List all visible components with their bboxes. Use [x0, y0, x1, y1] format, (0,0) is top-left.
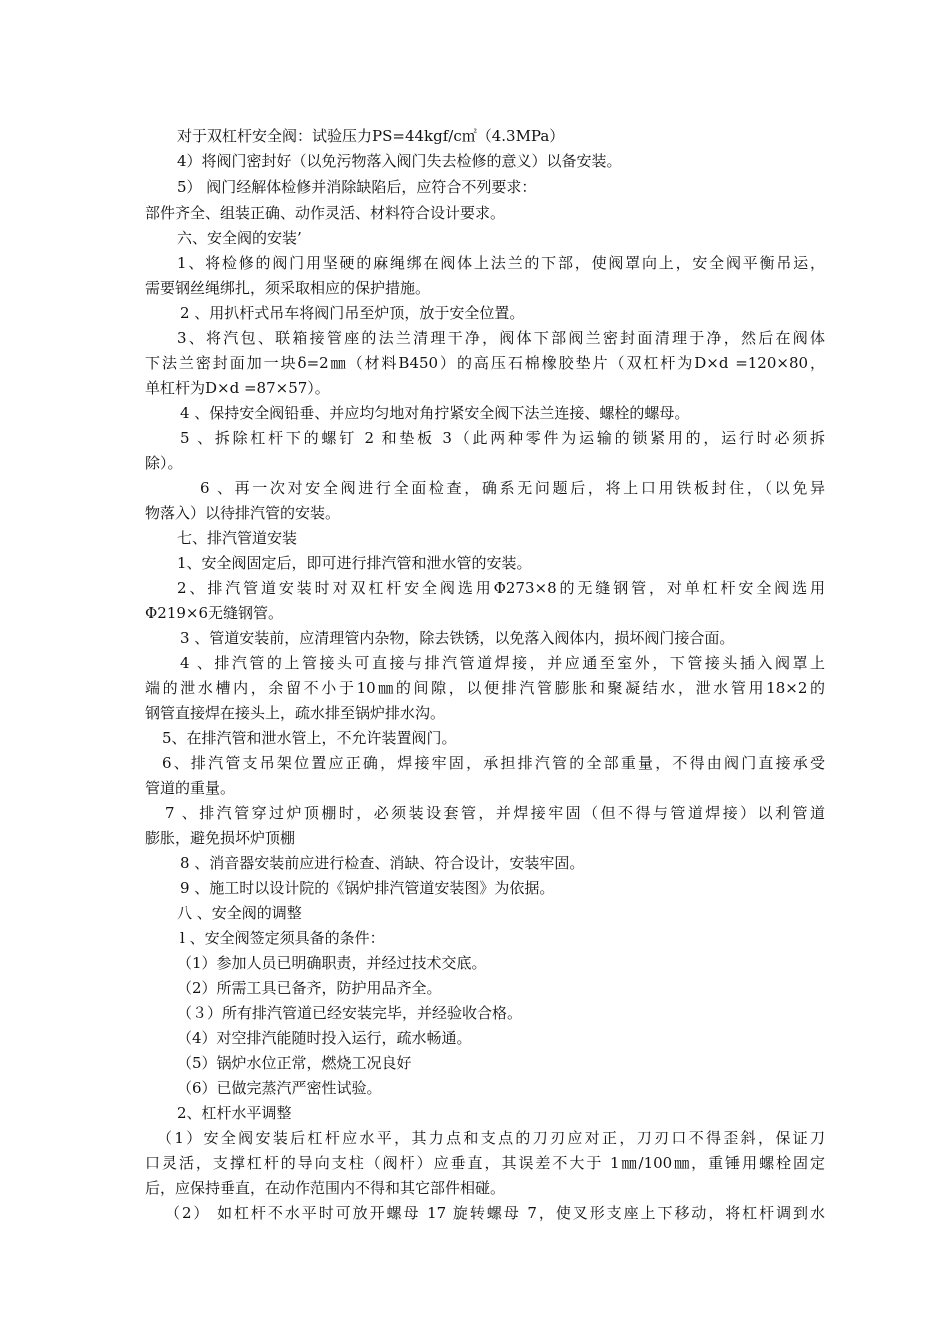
text-line: 5 、拆除杠杆下的螺钉 2 和垫板 3（此两种零件为运输的锁紧用的，运行时必须拆 — [180, 429, 825, 447]
text-line: 需要钢丝绳绑扎，须采取相应的保护措施。 — [145, 279, 431, 297]
text-line: 3 、管道安装前，应清理管内杂物，除去铁锈，以免落入阀体内，损坏阀门接合面。 — [180, 629, 735, 647]
text-line: 物落入）以待排汽管的安装。 — [145, 504, 341, 522]
text-line: 2 、用扒杆式吊车将阀门吊至炉顶，放于安全位置。 — [180, 304, 525, 322]
text-line: 6、排汽管支吊架位置应正确，焊接牢固，承担排汽管的全部重量，不得由阀门直接承受 — [162, 754, 825, 772]
text-line: 管道的重量。 — [145, 779, 236, 797]
text-line: 部件齐全、组装正确、动作灵活、材料符合设计要求。 — [145, 204, 506, 222]
text-line: （2） 如杠杆不水平时可放开螺母 17 旋转螺母 7，使叉形支座上下移动，将杠杆调到水 — [165, 1204, 825, 1222]
text-line: 1、将检修的阀门用坚硬的麻绳绑在阀体上法兰的下部，使阀罩向上，安全阀平衡吊运， — [177, 254, 825, 272]
list-item: （6）已做完蒸汽严密性试验。 — [177, 1079, 382, 1097]
text-line: Φ219×6无缝钢管。 — [145, 604, 284, 622]
text-line: 7 、排汽管穿过炉顶棚时，必须装设套管，并焊接牢固（但不得与管道焊接）以利管道 — [165, 804, 825, 822]
section-heading: 八 、安全阀的调整 — [177, 904, 302, 922]
list-item: （5）锅炉水位正常，燃烧工况良好 — [177, 1054, 412, 1072]
text-line: 膨胀，避免损坏炉顶棚 — [145, 829, 296, 847]
text-line: 9 、施工时以设计院的《锅炉排汽管道安装图》为依据。 — [180, 879, 555, 897]
text-line: 3、将汽包、联箱接管座的法兰清理干净，阀体下部阀兰密封面清理于净，然后在阀体 — [177, 329, 825, 347]
text-line: 4 、排汽管的上管接头可直接与排汽管道焊接，并应通至室外，下管接头插入阀罩上 — [180, 654, 825, 672]
text-line: 后，应保持垂直，在动作范围内不得和其它部件相碰。 — [145, 1179, 506, 1197]
text-line: （1）安全阀安装后杠杆应水平，其力点和支点的刀刃应对正，刀刃口不得歪斜，保证刀 — [157, 1129, 825, 1147]
text-line: 6 、再一次对安全阀进行全面检查，确系无问题后，将上口用铁板封住，（以免异 — [200, 479, 825, 497]
text-line: 4）将阀门密封好（以免污物落入阀门失去检修的意义）以备安装。 — [177, 152, 622, 170]
section-heading: 六、安全阀的安装’ — [177, 229, 302, 247]
text-line: 端的泄水槽内，余留不小于10㎜的间隙，以便排汽管膨胀和聚凝结水，泄水管用18×2的 — [145, 679, 825, 697]
text-line: 下法兰密封面加一块δ=2㎜（材料B450）的高压石棉橡胶垫片（双杠杆为D×d =120×80， — [145, 354, 825, 372]
text-line: 5） 阀门经解体检修并消除缺陷后，应符合不列要求： — [177, 178, 537, 196]
text-line: 2、杠杆水平调整 — [177, 1104, 292, 1122]
list-item: （2）所需工具已备齐，防护用品齐全。 — [177, 979, 442, 997]
text-line: 5、在排汽管和泄水管上，不允许装置阀门。 — [162, 729, 457, 747]
section-heading: 七、排汽管道安装 — [177, 529, 298, 547]
text-line: 除）。 — [145, 454, 183, 472]
text-line: 2、排汽管道安装时对双杠杆安全阀选用Φ273×8的无缝钢管，对单杠杆安全阀选用 — [177, 579, 825, 597]
text-line: 对于双杠杆安全阀：试验压力PS=44kgf/c㎡（4.3MPa） — [177, 127, 565, 145]
text-line: l 、安全阀签定须具备的条件： — [180, 929, 385, 947]
text-line: 口灵活，支撑杠杆的导向支柱（阀杆）应垂直，其误差不大于 1㎜/100㎜，重锤用螺栓固定 — [145, 1154, 825, 1172]
text-line: 钢管直接焊在接头上，疏水排至锅炉排水沟。 — [145, 704, 446, 722]
text-line: 8 、消音器安装前应进行检查、消缺、符合设计，安装牢固。 — [180, 854, 585, 872]
list-item: （1）参加人员已明确职责，并经过技术交底。 — [177, 954, 487, 972]
text-line: 1、安全阀固定后，即可进行排汽管和泄水管的安装。 — [177, 554, 532, 572]
list-item: （4）对空排汽能随时投入运行，疏水畅通。 — [177, 1029, 472, 1047]
text-line: 单杠杆为D×d =87×57）。 — [145, 379, 330, 397]
text-line: 4 、保持安全阀铅垂、并应均匀地对角拧紧安全阀下法兰连接、螺栓的螺母。 — [180, 404, 690, 422]
list-item: （３）所有排汽管道已经安装完毕，并经验收合格。 — [177, 1004, 523, 1022]
